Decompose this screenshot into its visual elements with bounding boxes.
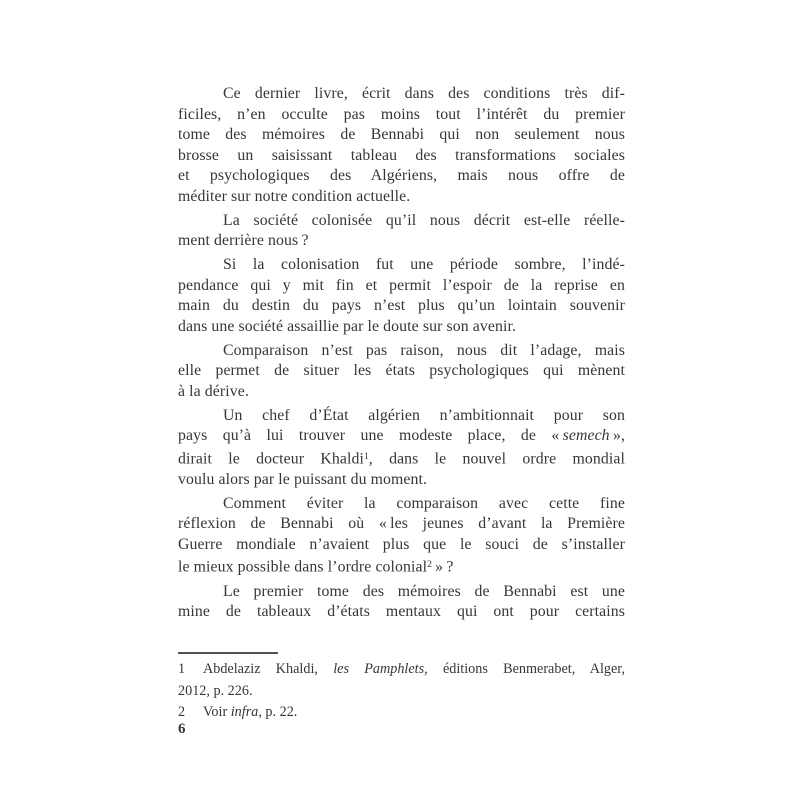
paragraph [178, 255, 625, 337]
text-line: Si la colonisation fut une période sombre, l’indé- [223, 256, 625, 273]
text-line: Un chef d’État algérien n’ambitionnait pour son [223, 406, 625, 424]
text-line: à la dérive. [178, 382, 249, 400]
text-line: tome des mémoires de Bennabi qui non seulement nous [178, 126, 625, 143]
text-line: main du destin du pays n’est plus qu’un lointain souvenir [178, 297, 625, 314]
footnote-separator [178, 652, 278, 654]
footnote-reference: 2 [427, 560, 432, 570]
text-line: elle permet de situer les états psychologiques qui mènent [178, 362, 625, 379]
footnote [178, 702, 625, 724]
paragraph [178, 582, 625, 623]
text-line: 2 Voir infra, p. 22. [178, 702, 625, 724]
text-line: voulu alors par le puissant du moment. [178, 470, 428, 488]
text-line: brosse un saisissant tableau des transformations sociales [178, 146, 625, 164]
paragraph [178, 406, 625, 491]
text-line: Le premier tome des mémoires de Bennabi est une [223, 582, 625, 600]
text-line: Guerre mondiale n’avaient plus que le souci de s’installer [178, 535, 625, 553]
page-number: 6 [178, 721, 186, 737]
text-line: dirait le docteur Khaldi$^1$, dans le nouvel ordre mondial [178, 450, 625, 467]
footnote-number: 2 [178, 704, 186, 720]
paragraph [178, 211, 625, 252]
text-line: Ce dernier livre, écrit dans des conditions très dif- [223, 85, 625, 102]
paragraph [178, 494, 625, 579]
paragraph [178, 341, 625, 403]
text-line: 2012, p. 226. [178, 682, 253, 699]
text-line: le mieux possible dans l’ordre colonial$^2$ » ? [178, 558, 454, 576]
paragraph [178, 84, 625, 207]
text-line: 1 Abdelaziz Khaldi, les Pamphlets, éditions Benmerabet, Alger, [178, 659, 625, 681]
text-line: Comment éviter la comparaison avec cette fine [223, 494, 625, 512]
text-line: ment derrière nous ? [178, 232, 309, 249]
text-line: ficiles, n’en occulte pas moins tout l’intérêt du premier [178, 105, 625, 123]
text-line: La société colonisée qu’il nous décrit est-elle réelle- [223, 211, 625, 229]
text-line: pays qu’à lui trouver une modeste place, de « semech », [178, 427, 625, 444]
text-line: mine de tableaux d’états mentaux qui ont pour certains [178, 603, 625, 620]
body-text [178, 84, 625, 626]
text-line: Comparaison n’est pas raison, nous dit l’adage, mais [223, 341, 625, 359]
footnote [178, 659, 625, 702]
text-line: méditer sur notre condition actuelle. [178, 187, 411, 205]
text-line: et psychologiques des Algériens, mais nous offre de [178, 167, 625, 184]
text-line: pendance qui y mit fin et permit l’espoir de la reprise en [178, 276, 625, 294]
footnote-reference: 1 [364, 451, 369, 462]
footnote-number: 1 [178, 661, 186, 677]
text-line: dans une société assaillie par le doute sur son avenir. [178, 317, 517, 335]
text-line: réflexion de Bennabi où « les jeunes d’avant la Première [178, 515, 625, 532]
footnotes [178, 659, 625, 724]
